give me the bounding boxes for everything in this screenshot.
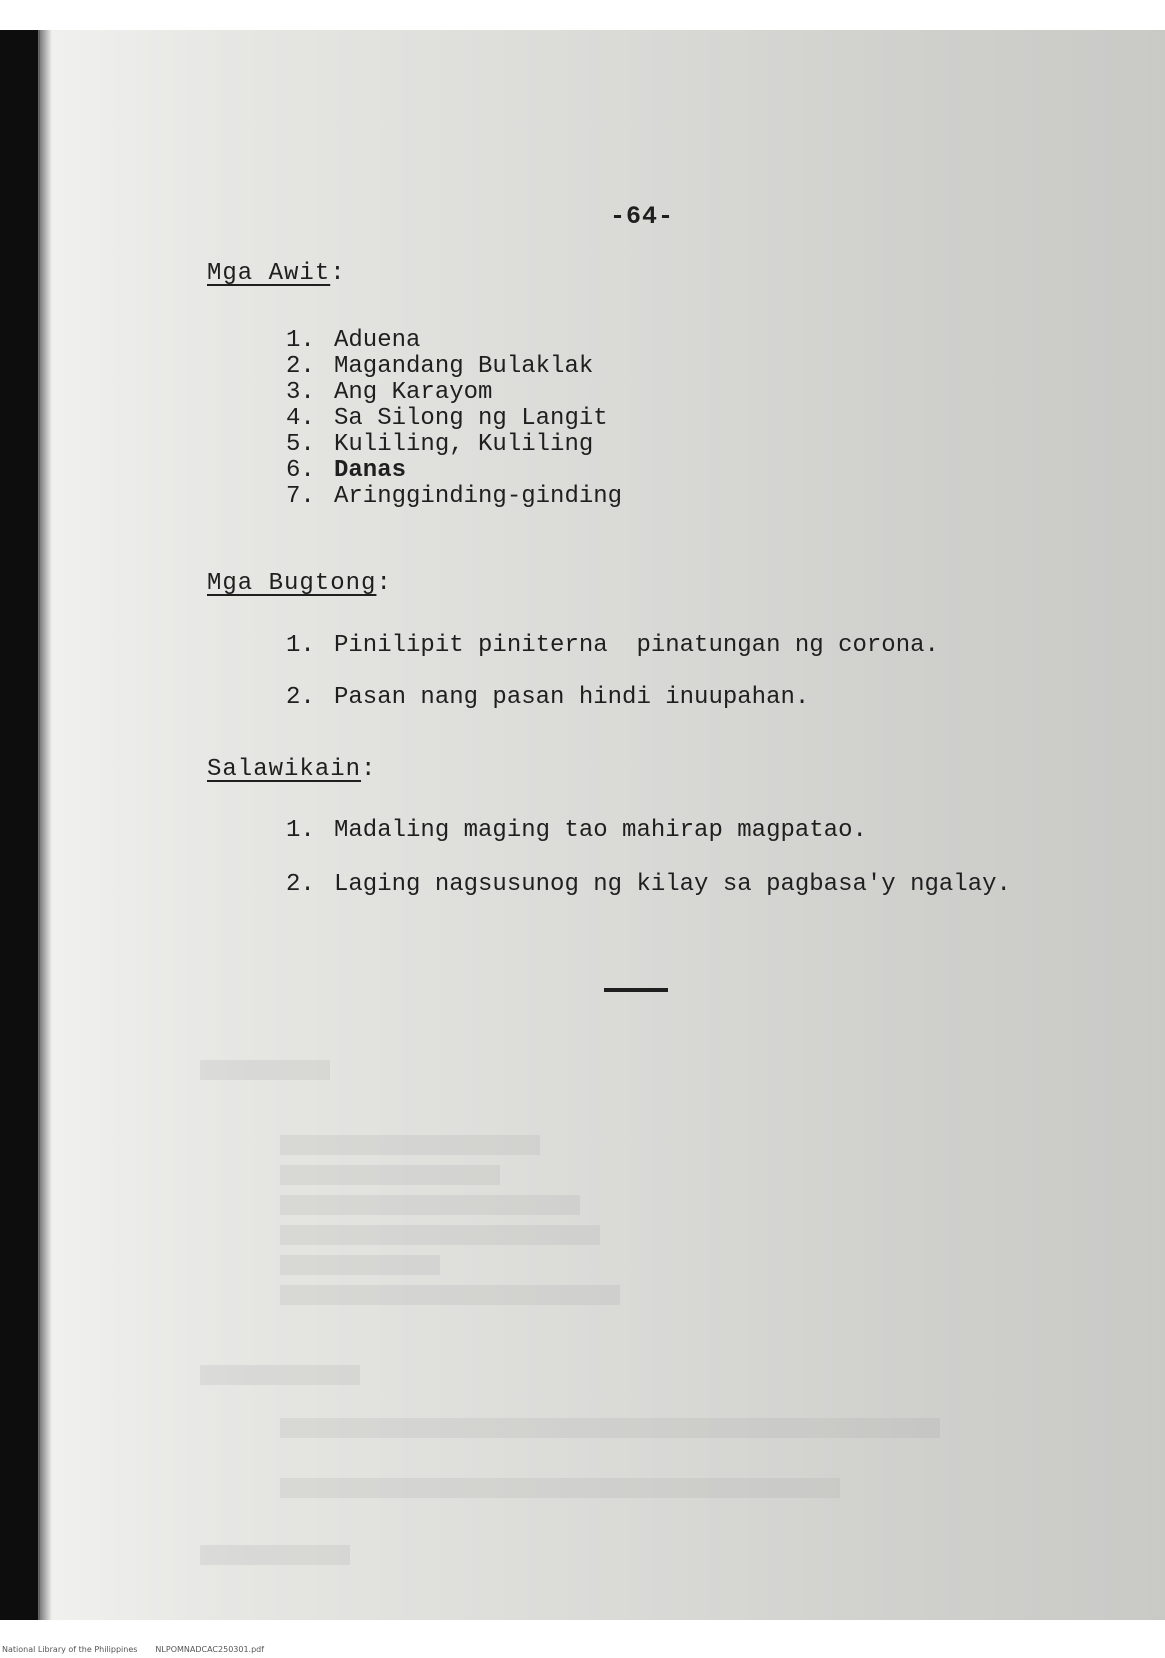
- list-item: 7. Aringginding-ginding: [286, 483, 623, 510]
- heading-label: Salawikain: [207, 756, 362, 783]
- heading-label: Mga Awit: [207, 260, 331, 287]
- list-item: 4. Sa Silong ng Langit: [286, 405, 608, 432]
- heading-colon: :: [330, 260, 346, 287]
- heading-label: Mga Bugtong: [207, 570, 377, 597]
- footer-file: NLPOMNADCAC250301.pdf: [155, 1645, 265, 1654]
- list-item: 1. Madaling maging tao mahirap magpatao.: [286, 817, 867, 844]
- list-item: 5. Kuliling, Kuliling: [286, 431, 594, 458]
- list-item: 6. Danas: [286, 457, 407, 484]
- binding-edge: [38, 30, 52, 1620]
- page-number: -64-: [610, 202, 675, 231]
- heading-colon: :: [361, 756, 377, 783]
- binding-shadow: [0, 30, 40, 1620]
- heading-mga-awit: [207, 260, 346, 287]
- song-list: [286, 328, 622, 510]
- document-page: [0, 30, 1165, 1620]
- closing-rule: [604, 988, 668, 992]
- list-item: 1. Pinilipit piniterna pinatungan ng corona.: [286, 632, 939, 659]
- list-item: 2. Laging nagsusunog ng kilay sa pagbasa'y ngalay.: [286, 871, 1011, 898]
- list-item: 2. Pasan nang pasan hindi inuupahan.: [286, 684, 810, 711]
- list-item: 1. Aduena: [286, 327, 421, 354]
- footer-library: National Library of the Philippines: [2, 1645, 138, 1654]
- heading-colon: :: [376, 570, 392, 597]
- riddle-list: [286, 630, 939, 714]
- proverb-list: [286, 815, 1011, 901]
- page-footer: [2, 1645, 264, 1654]
- list-item: 3. Ang Karayom: [286, 379, 493, 406]
- bleed-through-ghost-text: [200, 1040, 1000, 1560]
- list-item: 2. Magandang Bulaklak: [286, 353, 594, 380]
- heading-salawikain: [207, 756, 376, 783]
- heading-mga-bugtong: [207, 570, 392, 597]
